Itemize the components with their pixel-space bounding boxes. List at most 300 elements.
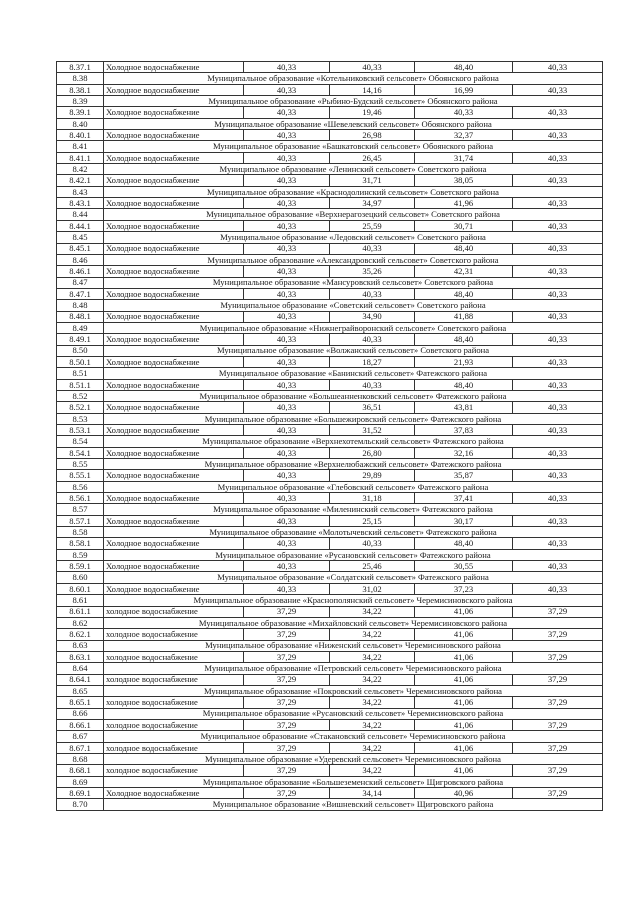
tariff-table [56,61,603,811]
row-number: 8.46 [57,254,104,265]
service-label: холодное водоснабжение [104,697,244,708]
row-number: 8.61.1 [57,606,104,617]
row-number: 8.60.1 [57,583,104,594]
tariff-value-3: 41,88 [415,311,513,322]
tariff-value-1: 40,33 [244,130,330,141]
row-number: 8.58.1 [57,538,104,549]
tariff-value-2: 31,02 [330,583,415,594]
tariff-value-2: 34,22 [330,697,415,708]
service-label: Холодное водоснабжение [104,130,244,141]
tariff-value-4: 37,29 [513,765,603,776]
tariff-value-2: 26,80 [330,447,415,458]
municipality-heading: Муниципальное образование «Солдатский сельсовет» Фатежского района [104,572,603,583]
table-row [57,175,603,186]
tariff-value-3: 41,96 [415,198,513,209]
section-row [57,322,603,333]
tariff-value-4: 40,33 [513,583,603,594]
tariff-value-2: 19,46 [330,107,415,118]
tariff-value-3: 41,06 [415,765,513,776]
municipality-heading: Муниципальное образование «Михайловский сельсовет» Черемисиновского района [104,617,603,628]
section-row [57,141,603,152]
table-row [57,447,603,458]
tariff-value-3: 41,06 [415,629,513,640]
tariff-value-1: 40,33 [244,379,330,390]
section-row [57,413,603,424]
row-number: 8.49.1 [57,334,104,345]
tariff-value-1: 40,33 [244,402,330,413]
section-row [57,345,603,356]
row-number: 8.63 [57,640,104,651]
municipality-heading: Муниципальное образование «Александровский сельсовет» Советского района [104,254,603,265]
tariff-value-1: 40,33 [244,288,330,299]
tariff-value-1: 40,33 [244,334,330,345]
row-number: 8.56 [57,481,104,492]
municipality-heading: Муниципальное образование «Верхнехотемльский сельсовет» Фатежского района [104,436,603,447]
row-number: 8.48.1 [57,311,104,322]
tariff-value-1: 40,33 [244,561,330,572]
section-row [57,96,603,107]
section-row [57,209,603,220]
tariff-value-1: 37,29 [244,765,330,776]
section-row [57,300,603,311]
tariff-value-2: 34,22 [330,742,415,753]
municipality-heading: Муниципальное образование «Большежировский сельсовет» Фатежского района [104,413,603,424]
service-label: Холодное водоснабжение [104,447,244,458]
row-number: 8.59 [57,549,104,560]
tariff-value-1: 40,33 [244,538,330,549]
row-number: 8.47 [57,277,104,288]
row-number: 8.37.1 [57,62,104,73]
section-row [57,436,603,447]
service-label: Холодное водоснабжение [104,515,244,526]
table-row [57,470,603,481]
row-number: 8.44.1 [57,220,104,231]
tariff-value-3: 41,06 [415,697,513,708]
table-row [57,402,603,413]
tariff-value-4: 40,33 [513,425,603,436]
section-row [57,572,603,583]
row-number: 8.55 [57,459,104,470]
table-row [57,651,603,662]
tariff-value-1: 40,33 [244,311,330,322]
row-number: 8.43 [57,186,104,197]
table-row [57,84,603,95]
section-row [57,731,603,742]
tariff-value-4: 40,33 [513,62,603,73]
table-row [57,629,603,640]
row-number: 8.50.1 [57,356,104,367]
tariff-value-4: 40,33 [513,266,603,277]
table-row [57,379,603,390]
municipality-heading: Муниципальное образование «Вишневский сельсовет» Щигровского района [104,799,603,810]
table-row [57,765,603,776]
service-label: Холодное водоснабжение [104,311,244,322]
tariff-value-2: 34,22 [330,651,415,662]
municipality-heading: Муниципальное образование «Шевелевский сельсовет» Обоянского района [104,118,603,129]
row-number: 8.41.1 [57,152,104,163]
service-label: Холодное водоснабжение [104,266,244,277]
municipality-heading: Муниципальное образование «Башкатовский сельсовет» Обоянского района [104,141,603,152]
tariff-value-2: 34,22 [330,629,415,640]
tariff-value-1: 37,29 [244,629,330,640]
row-number: 8.52 [57,390,104,401]
municipality-heading: Муниципальное образование «Ледовский сельсовет» Советского района [104,232,603,243]
tariff-value-2: 25,15 [330,515,415,526]
section-row [57,640,603,651]
table-row [57,130,603,141]
row-number: 8.65.1 [57,697,104,708]
table-row [57,198,603,209]
row-number: 8.42 [57,164,104,175]
tariff-value-3: 32,37 [415,130,513,141]
municipality-heading: Муниципальное образование «Русановский сельсовет» Черемисиновского района [104,708,603,719]
tariff-value-3: 48,40 [415,334,513,345]
tariff-value-2: 34,22 [330,765,415,776]
tariff-value-4: 40,33 [513,130,603,141]
tariff-value-2: 25,59 [330,220,415,231]
row-number: 8.40 [57,118,104,129]
service-label: Холодное водоснабжение [104,379,244,390]
service-label: Холодное водоснабжение [104,538,244,549]
row-number: 8.38 [57,73,104,84]
tariff-value-3: 30,55 [415,561,513,572]
service-label: Холодное водоснабжение [104,788,244,799]
table-row [57,288,603,299]
tariff-value-4: 40,33 [513,515,603,526]
tariff-value-3: 41,06 [415,606,513,617]
municipality-heading: Муниципальное образование «Краснодолинский сельсовет» Советского района [104,186,603,197]
tariff-value-4: 40,33 [513,379,603,390]
section-row [57,595,603,606]
row-number: 8.56.1 [57,493,104,504]
row-number: 8.70 [57,799,104,810]
tariff-value-3: 48,40 [415,379,513,390]
row-number: 8.62.1 [57,629,104,640]
row-number: 8.53 [57,413,104,424]
tariff-value-4: 37,29 [513,719,603,730]
service-label: Холодное водоснабжение [104,107,244,118]
section-row [57,186,603,197]
municipality-heading: Муниципальное образование «Ленинский сельсовет» Советского района [104,164,603,175]
tariff-value-1: 40,33 [244,470,330,481]
row-number: 8.64 [57,663,104,674]
tariff-value-3: 35,87 [415,470,513,481]
service-label: Холодное водоснабжение [104,334,244,345]
service-label: Холодное водоснабжение [104,220,244,231]
tariff-value-2: 34,97 [330,198,415,209]
tariff-value-1: 40,33 [244,266,330,277]
tariff-value-3: 41,06 [415,742,513,753]
tariff-value-1: 40,33 [244,243,330,254]
tariff-value-3: 37,83 [415,425,513,436]
service-label: холодное водоснабжение [104,765,244,776]
service-label: холодное водоснабжение [104,651,244,662]
row-number: 8.45.1 [57,243,104,254]
section-row [57,73,603,84]
row-number: 8.59.1 [57,561,104,572]
row-number: 8.39 [57,96,104,107]
tariff-value-4: 37,29 [513,651,603,662]
tariff-value-4: 40,33 [513,152,603,163]
tariff-value-4: 40,33 [513,84,603,95]
row-number: 8.51.1 [57,379,104,390]
section-row [57,390,603,401]
section-row [57,481,603,492]
tariff-value-3: 21,93 [415,356,513,367]
service-label: Холодное водоснабжение [104,561,244,572]
tariff-value-3: 48,40 [415,538,513,549]
table-row [57,152,603,163]
section-row [57,617,603,628]
section-row [57,753,603,764]
section-row [57,549,603,560]
tariff-value-3: 30,17 [415,515,513,526]
tariff-value-4: 40,33 [513,538,603,549]
tariff-value-4: 37,29 [513,629,603,640]
tariff-value-4: 37,29 [513,674,603,685]
tariff-value-3: 38,05 [415,175,513,186]
tariff-value-1: 40,33 [244,583,330,594]
tariff-value-1: 40,33 [244,425,330,436]
section-row [57,504,603,515]
table-row [57,583,603,594]
service-label: Холодное водоснабжение [104,425,244,436]
tariff-value-2: 36,51 [330,402,415,413]
tariff-value-2: 34,22 [330,719,415,730]
table-row [57,425,603,436]
row-number: 8.63.1 [57,651,104,662]
tariff-value-4: 40,33 [513,356,603,367]
tariff-value-3: 41,06 [415,651,513,662]
section-row [57,459,603,470]
table-row [57,493,603,504]
tariff-value-4: 37,29 [513,788,603,799]
tariff-value-4: 40,33 [513,107,603,118]
tariff-value-4: 37,29 [513,606,603,617]
municipality-heading: Муниципальное образование «Верхнерагозецкий сельсовет» Советского района [104,209,603,220]
tariff-value-3: 40,96 [415,788,513,799]
service-label: холодное водоснабжение [104,629,244,640]
row-number: 8.45 [57,232,104,243]
tariff-value-2: 40,33 [330,334,415,345]
section-row [57,799,603,810]
table-row [57,606,603,617]
tariff-value-2: 35,26 [330,266,415,277]
row-number: 8.68.1 [57,765,104,776]
tariff-value-4: 40,33 [513,561,603,572]
tariff-value-2: 29,89 [330,470,415,481]
row-number: 8.58 [57,527,104,538]
service-label: Холодное водоснабжение [104,583,244,594]
table-row [57,561,603,572]
tariff-value-1: 40,33 [244,198,330,209]
section-row [57,776,603,787]
service-label: Холодное водоснабжение [104,243,244,254]
municipality-heading: Муниципальное образование «Котельниковский сельсовет» Обоянского района [104,73,603,84]
row-number: 8.38.1 [57,84,104,95]
service-label: Холодное водоснабжение [104,198,244,209]
table-row [57,107,603,118]
tariff-value-3: 43,81 [415,402,513,413]
row-number: 8.44 [57,209,104,220]
tariff-value-2: 34,22 [330,674,415,685]
tariff-value-2: 26,98 [330,130,415,141]
tariff-table-body [57,62,603,811]
municipality-heading: Муниципальное образование «Русановский сельсовет» Фатежского района [104,549,603,560]
row-number: 8.54 [57,436,104,447]
table-row [57,788,603,799]
tariff-value-1: 40,33 [244,84,330,95]
row-number: 8.54.1 [57,447,104,458]
tariff-value-3: 37,41 [415,493,513,504]
municipality-heading: Муниципальное образование «Краснополянский сельсовет» Черемисиновского района [104,595,603,606]
tariff-value-1: 40,33 [244,493,330,504]
section-row [57,368,603,379]
table-row [57,538,603,549]
municipality-heading: Муниципальное образование «Советский сельсовет» Советского района [104,300,603,311]
tariff-value-3: 16,99 [415,84,513,95]
tariff-value-4: 40,33 [513,288,603,299]
municipality-heading: Муниципальное образование «Нижнеграйворонский сельсовет» Советского района [104,322,603,333]
service-label: Холодное водоснабжение [104,493,244,504]
row-number: 8.50 [57,345,104,356]
service-label: холодное водоснабжение [104,719,244,730]
tariff-value-1: 37,29 [244,674,330,685]
tariff-value-2: 40,33 [330,538,415,549]
municipality-heading: Муниципальное образование «Большеанненковский сельсовет» Фатежского района [104,390,603,401]
tariff-value-4: 40,33 [513,243,603,254]
municipality-heading: Муниципальное образование «Волжанский сельсовет» Советского района [104,345,603,356]
tariff-value-3: 41,06 [415,719,513,730]
row-number: 8.48 [57,300,104,311]
municipality-heading: Муниципальное образование «Мансуровский сельсовет» Советского района [104,277,603,288]
tariff-value-1: 40,33 [244,356,330,367]
tariff-value-1: 37,29 [244,651,330,662]
tariff-value-1: 37,29 [244,742,330,753]
row-number: 8.55.1 [57,470,104,481]
row-number: 8.53.1 [57,425,104,436]
table-row [57,334,603,345]
municipality-heading: Муниципальное образование «Ниженский сельсовет» Черемисиновского района [104,640,603,651]
tariff-value-3: 30,71 [415,220,513,231]
municipality-heading: Муниципальное образование «Петровский сельсовет» Черемисиновского района [104,663,603,674]
tariff-value-3: 40,33 [415,107,513,118]
tariff-value-1: 40,33 [244,515,330,526]
tariff-value-2: 40,33 [330,243,415,254]
table-row [57,266,603,277]
table-row [57,243,603,254]
service-label: Холодное водоснабжение [104,470,244,481]
row-number: 8.43.1 [57,198,104,209]
table-row [57,719,603,730]
section-row [57,277,603,288]
service-label: Холодное водоснабжение [104,356,244,367]
tariff-value-2: 31,52 [330,425,415,436]
tariff-value-4: 40,33 [513,447,603,458]
row-number: 8.60 [57,572,104,583]
tariff-value-1: 37,29 [244,719,330,730]
tariff-value-4: 40,33 [513,220,603,231]
tariff-value-4: 40,33 [513,334,603,345]
tariff-value-1: 40,33 [244,447,330,458]
row-number: 8.41 [57,141,104,152]
municipality-heading: Муниципальное образование «Рыбино-Будский сельсовет» Обоянского района [104,96,603,107]
tariff-value-2: 40,33 [330,62,415,73]
tariff-value-4: 40,33 [513,175,603,186]
municipality-heading: Муниципальное образование «Удеревский сельсовет» Черемисиновского района [104,753,603,764]
municipality-heading: Муниципальное образование «Верхнелюбажский сельсовет» Фатежского района [104,459,603,470]
municipality-heading: Муниципальное образование «Стакановский сельсовет» Черемисиновского района [104,731,603,742]
row-number: 8.66 [57,708,104,719]
tariff-value-1: 40,33 [244,175,330,186]
tariff-value-2: 14,16 [330,84,415,95]
tariff-value-4: 37,29 [513,697,603,708]
table-row [57,674,603,685]
tariff-value-4: 40,33 [513,198,603,209]
table-row [57,742,603,753]
row-number: 8.68 [57,753,104,764]
municipality-heading: Муниципальное образование «Молотычевский сельсовет» Фатежского района [104,527,603,538]
section-row [57,527,603,538]
row-number: 8.69 [57,776,104,787]
section-row [57,254,603,265]
table-row [57,356,603,367]
tariff-value-2: 18,27 [330,356,415,367]
section-row [57,685,603,696]
section-row [57,232,603,243]
tariff-value-4: 40,33 [513,493,603,504]
tariff-value-1: 37,29 [244,788,330,799]
row-number: 8.61 [57,595,104,606]
tariff-value-3: 48,40 [415,288,513,299]
service-label: Холодное водоснабжение [104,152,244,163]
row-number: 8.57 [57,504,104,515]
row-number: 8.69.1 [57,788,104,799]
service-label: Холодное водоснабжение [104,84,244,95]
tariff-value-3: 37,23 [415,583,513,594]
municipality-heading: Муниципальное образование «Глебовский сельсовет» Фатежского района [104,481,603,492]
section-row [57,118,603,129]
tariff-value-1: 40,33 [244,62,330,73]
tariff-value-2: 40,33 [330,379,415,390]
service-label: холодное водоснабжение [104,742,244,753]
row-number: 8.40.1 [57,130,104,141]
row-number: 8.52.1 [57,402,104,413]
tariff-value-1: 37,29 [244,606,330,617]
section-row [57,708,603,719]
service-label: холодное водоснабжение [104,606,244,617]
row-number: 8.39.1 [57,107,104,118]
table-row [57,697,603,708]
tariff-value-3: 48,40 [415,62,513,73]
service-label: Холодное водоснабжение [104,62,244,73]
row-number: 8.42.1 [57,175,104,186]
tariff-value-2: 31,71 [330,175,415,186]
municipality-heading: Муниципальное образование «Банинский сельсовет» Фатежского района [104,368,603,379]
table-row [57,62,603,73]
tariff-value-4: 40,33 [513,311,603,322]
municipality-heading: Муниципальное образование «Миленинский сельсовет» Фатежского района [104,504,603,515]
tariff-value-3: 48,40 [415,243,513,254]
row-number: 8.65 [57,685,104,696]
tariff-value-1: 37,29 [244,697,330,708]
tariff-value-4: 40,33 [513,402,603,413]
tariff-value-1: 40,33 [244,220,330,231]
tariff-value-2: 26,45 [330,152,415,163]
row-number: 8.57.1 [57,515,104,526]
service-label: Холодное водоснабжение [104,175,244,186]
tariff-value-4: 40,33 [513,470,603,481]
